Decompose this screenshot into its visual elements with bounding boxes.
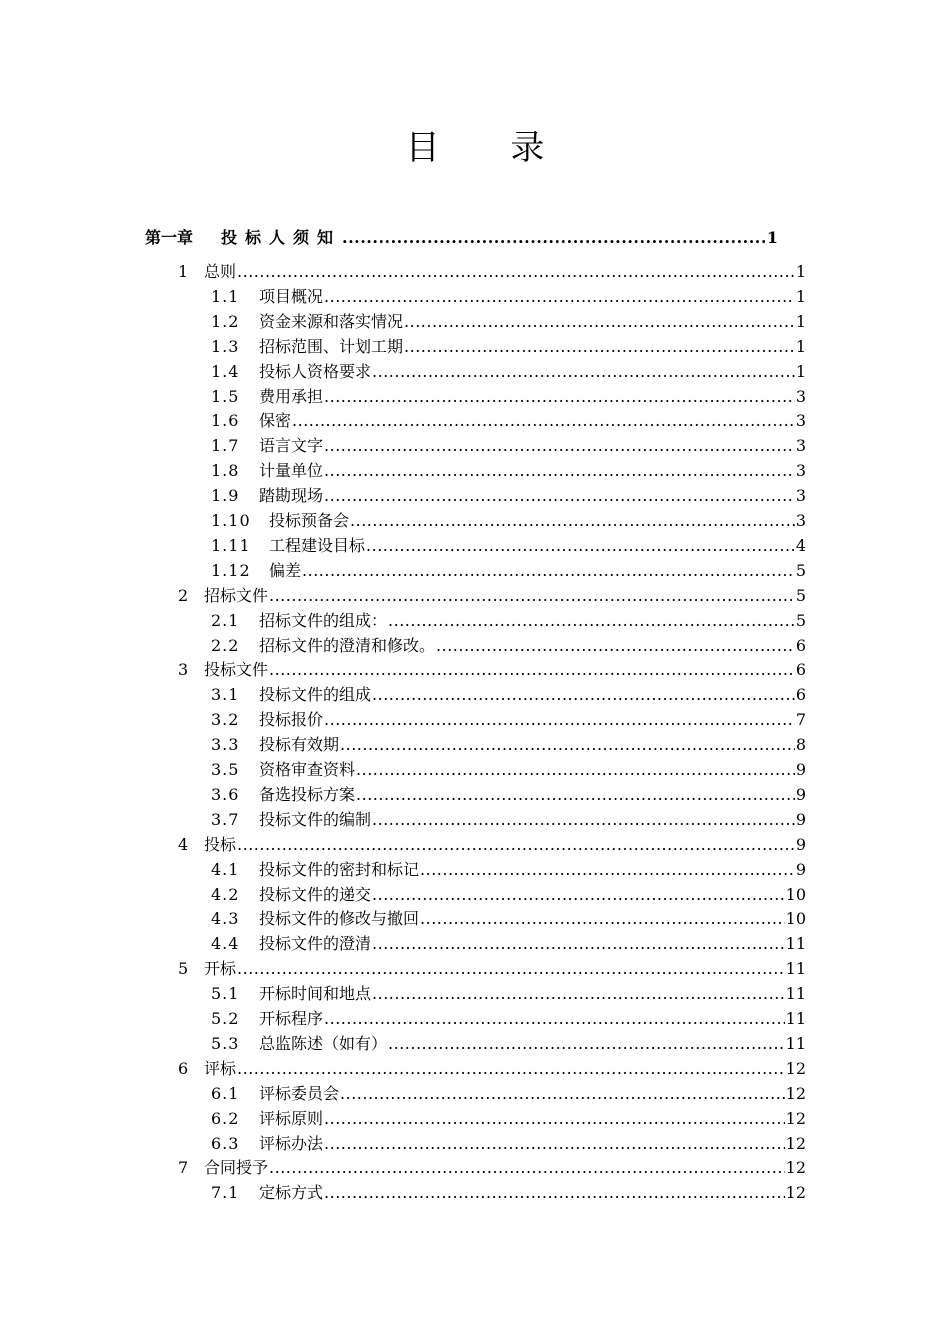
- dot-leader: [324, 483, 795, 508]
- toc-entry-label: 费用承担: [259, 386, 324, 406]
- toc-entry-page: 10: [785, 884, 806, 904]
- toc-entry[interactable]: [211, 981, 806, 1006]
- toc-entry[interactable]: [178, 583, 806, 608]
- toc-entry-page: 11: [785, 984, 806, 1004]
- toc-entry-number: 6.1: [211, 1083, 240, 1103]
- toc-entry-number: 1.8: [211, 461, 240, 481]
- toc-entry-label: 总监陈述（如有）: [259, 1033, 388, 1053]
- toc-entry-page: 6: [795, 635, 806, 655]
- toc-entry-number: 3.6: [211, 784, 240, 804]
- dot-leader: [324, 707, 795, 732]
- toc-entry-number: 1.4: [211, 361, 240, 381]
- dot-leader: [388, 1031, 785, 1056]
- dot-leader: [372, 931, 785, 956]
- dot-leader: [324, 284, 795, 309]
- dot-leader: [302, 558, 795, 583]
- toc-entry-label: 踏勘现场: [259, 486, 324, 506]
- toc-entry-number: 4.3: [211, 909, 240, 929]
- toc-entry[interactable]: [211, 1081, 806, 1106]
- toc-entry-page: 3: [795, 461, 806, 481]
- toc-entry-label: 开标程序: [259, 1009, 324, 1028]
- toc-entry-label: 招标文件: [204, 585, 269, 605]
- toc-entry[interactable]: [211, 633, 806, 658]
- toc-entry-page: 7: [795, 710, 806, 730]
- toc-entry-page: 3: [795, 386, 806, 406]
- toc-entry-number: 6.3: [211, 1133, 240, 1153]
- toc-entry-label: 资金来源和落实情况: [259, 311, 404, 331]
- dot-leader: [356, 757, 795, 782]
- dot-leader: [292, 408, 795, 433]
- dot-leader: [237, 956, 785, 981]
- dot-leader: [237, 1056, 785, 1081]
- toc-entry[interactable]: [211, 707, 806, 732]
- toc-entry-page: 5: [795, 610, 806, 630]
- dot-leader: [420, 906, 785, 931]
- dot-leader: [324, 384, 795, 409]
- toc-entry[interactable]: [211, 309, 806, 334]
- toc-entry-label: 评标办法: [259, 1133, 324, 1153]
- toc-entry-label: 投标预备会: [269, 511, 350, 530]
- toc-entry[interactable]: [211, 1180, 806, 1205]
- toc-entry-page: 8: [795, 735, 806, 755]
- toc-entry-number: 1: [178, 262, 189, 281]
- toc-entry-page: 11: [785, 934, 806, 954]
- toc-entry[interactable]: [211, 906, 806, 931]
- toc-entry-page: 9: [795, 760, 806, 779]
- toc-entry-page: 3: [795, 511, 806, 530]
- toc-entry-number: 1.7: [211, 436, 240, 456]
- toc-entry-label: 招标文件的组成：: [259, 610, 388, 630]
- toc-entry[interactable]: [211, 682, 806, 707]
- dot-leader: [420, 857, 795, 882]
- toc-entry-number: 3.2: [211, 710, 240, 730]
- toc-entry[interactable]: [178, 956, 806, 981]
- toc-entry[interactable]: [178, 259, 806, 284]
- toc-entry-number: 1.9: [211, 486, 240, 506]
- toc-entry[interactable]: [178, 1155, 806, 1180]
- toc-entry[interactable]: [211, 931, 806, 956]
- dot-leader: [237, 259, 795, 284]
- toc-entry[interactable]: [211, 857, 806, 882]
- toc-entry-label: 投标文件的澄清: [259, 934, 372, 954]
- dot-leader: [269, 657, 795, 682]
- toc-entry-label: 定标方式: [259, 1183, 324, 1203]
- toc-entry-page: 1: [766, 228, 778, 247]
- toc-entry-label: 招标文件的澄清和修改。: [259, 635, 436, 655]
- toc-entry-label: 投标文件的组成: [259, 685, 372, 705]
- toc-entry[interactable]: [178, 657, 806, 682]
- toc-entry-label: 投标报价: [259, 710, 324, 730]
- toc-entry[interactable]: [211, 408, 806, 433]
- toc-entry-label: 投标有效期: [259, 735, 340, 755]
- dot-leader: [436, 633, 795, 658]
- toc-entry-number: 1.12: [211, 560, 251, 580]
- toc-entry-label: 备选投标方案: [259, 784, 356, 804]
- dot-leader: [350, 508, 795, 533]
- toc-entry-number: 1.11: [211, 535, 251, 555]
- toc-entry[interactable]: [211, 882, 806, 907]
- dot-leader: [372, 682, 795, 707]
- dot-leader: [388, 608, 795, 633]
- toc-entry-label: 合同授予: [204, 1158, 269, 1178]
- dot-leader: [340, 1081, 785, 1106]
- toc-entry-label: 资格审查资料: [259, 760, 356, 779]
- dot-leader: [269, 583, 795, 608]
- toc-entry-label: 评标: [204, 1058, 237, 1078]
- toc-entry-page: 9: [795, 834, 806, 854]
- toc-entry-label: 评标原则: [259, 1108, 324, 1128]
- toc-entry-number: 5.2: [211, 1009, 240, 1028]
- toc-entry[interactable]: [211, 284, 806, 309]
- toc-entry-page: 12: [785, 1133, 806, 1153]
- toc-entry-page: 12: [785, 1183, 806, 1203]
- toc-entry-page: 1: [795, 361, 806, 381]
- dot-leader: [324, 458, 795, 483]
- toc-entry-page: 1: [795, 311, 806, 331]
- toc-entry-number: 4.1: [211, 859, 240, 879]
- toc-entry-number: 4: [178, 834, 189, 854]
- toc-entry-page: 12: [785, 1083, 806, 1103]
- toc-entry-number: 3.7: [211, 809, 240, 829]
- toc-entry-label: 总则: [204, 262, 237, 281]
- toc-entry[interactable]: [211, 508, 806, 533]
- toc-entry-number: 1.10: [211, 511, 251, 530]
- toc-entry-number: 3.3: [211, 735, 240, 755]
- toc-entry-label: 投标文件的修改与撤回: [259, 909, 420, 929]
- toc-entry[interactable]: [211, 458, 806, 483]
- toc-entry-page: 12: [785, 1108, 806, 1128]
- toc-entry-label: 投标文件的编制: [259, 809, 372, 829]
- toc-entry-label: 投标: [204, 834, 237, 854]
- toc-entry[interactable]: [211, 782, 806, 807]
- toc-entry-label: 投标人资格要求: [259, 361, 372, 381]
- toc-entry[interactable]: [211, 433, 806, 458]
- dot-leader: [324, 1106, 785, 1131]
- toc-entry-page: 12: [785, 1058, 806, 1078]
- toc-entry-label: 投标人须知: [221, 228, 342, 247]
- toc-entry-number: 1.6: [211, 411, 240, 431]
- toc-entry-page: 11: [785, 959, 806, 979]
- toc-entry-page: 9: [795, 784, 806, 804]
- toc-entry-label: 偏差: [269, 560, 302, 580]
- toc-entry-number: 第一章: [145, 228, 194, 247]
- toc-entry-page: 10: [785, 909, 806, 929]
- toc-entry-page: 9: [795, 859, 806, 879]
- toc-entry[interactable]: [211, 359, 806, 384]
- toc-entry-number: 3.1: [211, 685, 240, 705]
- toc-entry-number: 4.4: [211, 934, 240, 954]
- dot-leader: [372, 981, 785, 1006]
- toc-entry-label: 项目概况: [259, 286, 324, 306]
- toc-entry-page: 1: [795, 262, 806, 281]
- dot-leader: [366, 533, 795, 558]
- toc-entry-page: 12: [785, 1158, 806, 1178]
- dot-leader: [324, 433, 795, 458]
- dot-leader: [324, 1180, 785, 1205]
- toc-entry[interactable]: [211, 334, 806, 359]
- page-title: 目 录: [405, 128, 575, 168]
- dot-leader: [372, 359, 795, 384]
- toc-entry-page: 11: [785, 1009, 806, 1028]
- toc-entry-label: 投标文件: [204, 660, 269, 680]
- toc-entry-page: 6: [795, 660, 806, 680]
- toc-entry-number: 7.1: [211, 1183, 240, 1203]
- toc-entry-page: 3: [795, 436, 806, 456]
- toc-entry-page: 11: [785, 1033, 806, 1053]
- toc-entry-page: 4: [795, 535, 806, 555]
- toc-entry-number: 7: [178, 1158, 189, 1178]
- dot-leader: [324, 1006, 785, 1031]
- dot-leader: [404, 334, 795, 359]
- toc-entry[interactable]: [211, 757, 806, 782]
- toc-entry[interactable]: [178, 832, 806, 857]
- dot-leader: [342, 225, 766, 250]
- toc-entry-number: 4.2: [211, 884, 240, 904]
- toc-entry-number: 5.1: [211, 984, 240, 1004]
- dot-leader: [340, 732, 795, 757]
- toc-entry-number: 1.1: [211, 286, 240, 306]
- toc-entry-number: 3: [178, 660, 189, 680]
- toc-entry[interactable]: [211, 558, 806, 583]
- toc-entry-label: 开标时间和地点: [259, 984, 372, 1004]
- toc-entry-page: 9: [795, 809, 806, 829]
- toc-entry-page: 1: [795, 336, 806, 356]
- dot-leader: [372, 882, 785, 907]
- toc-entry[interactable]: [211, 1131, 806, 1156]
- toc-entry-number: 5.3: [211, 1033, 240, 1053]
- toc-entry-number: 6: [178, 1058, 189, 1078]
- toc-entry-label: 语言文字: [259, 436, 324, 456]
- toc-entry-number: 2: [178, 585, 189, 605]
- toc-entry-label: 投标文件的递交: [259, 884, 372, 904]
- dot-leader: [324, 1131, 785, 1156]
- toc-entry[interactable]: [211, 533, 806, 558]
- toc-entry-label: 开标: [204, 959, 237, 979]
- toc-entry-number: 1.3: [211, 336, 240, 356]
- dot-leader: [356, 782, 795, 807]
- toc-entry[interactable]: [211, 1006, 806, 1031]
- toc-entry-number: 6.2: [211, 1108, 240, 1128]
- toc-entry-label: 计量单位: [259, 461, 324, 481]
- toc-entry[interactable]: [211, 608, 806, 633]
- toc-entry[interactable]: [178, 1056, 806, 1081]
- dot-leader: [372, 807, 795, 832]
- dot-leader: [404, 309, 795, 334]
- toc-entry-number: 1.5: [211, 386, 240, 406]
- toc-entry-page: 5: [795, 560, 806, 580]
- toc-entry-label: 保密: [259, 411, 292, 431]
- toc-entry-label: 招标范围、计划工期: [259, 336, 404, 356]
- toc-entry[interactable]: [211, 483, 806, 508]
- toc-entry-number: 1.2: [211, 311, 240, 331]
- toc-entry-page: 1: [795, 286, 806, 306]
- dot-leader: [269, 1155, 785, 1180]
- toc-entry-label: 评标委员会: [259, 1083, 340, 1103]
- toc-entry[interactable]: [211, 732, 806, 757]
- toc-entry[interactable]: [211, 807, 806, 832]
- toc-chapter-entry[interactable]: [145, 225, 778, 250]
- toc-entry-page: 5: [795, 585, 806, 605]
- dot-leader: [237, 832, 795, 857]
- toc-entry-number: 3.5: [211, 760, 240, 779]
- toc-entry-label: 投标文件的密封和标记: [259, 859, 420, 879]
- toc-entry-label: 工程建设目标: [269, 535, 366, 555]
- toc-entry-number: 2.1: [211, 610, 240, 630]
- toc-entry[interactable]: [211, 1031, 806, 1056]
- toc-entry-number: 5: [178, 959, 189, 979]
- toc-entry-number: 2.2: [211, 635, 240, 655]
- toc-entry-page: 3: [795, 411, 806, 431]
- toc-entry[interactable]: [211, 1106, 806, 1131]
- toc-entry-page: 3: [795, 486, 806, 506]
- toc-entry[interactable]: [211, 384, 806, 409]
- toc-entry-page: 6: [795, 685, 806, 705]
